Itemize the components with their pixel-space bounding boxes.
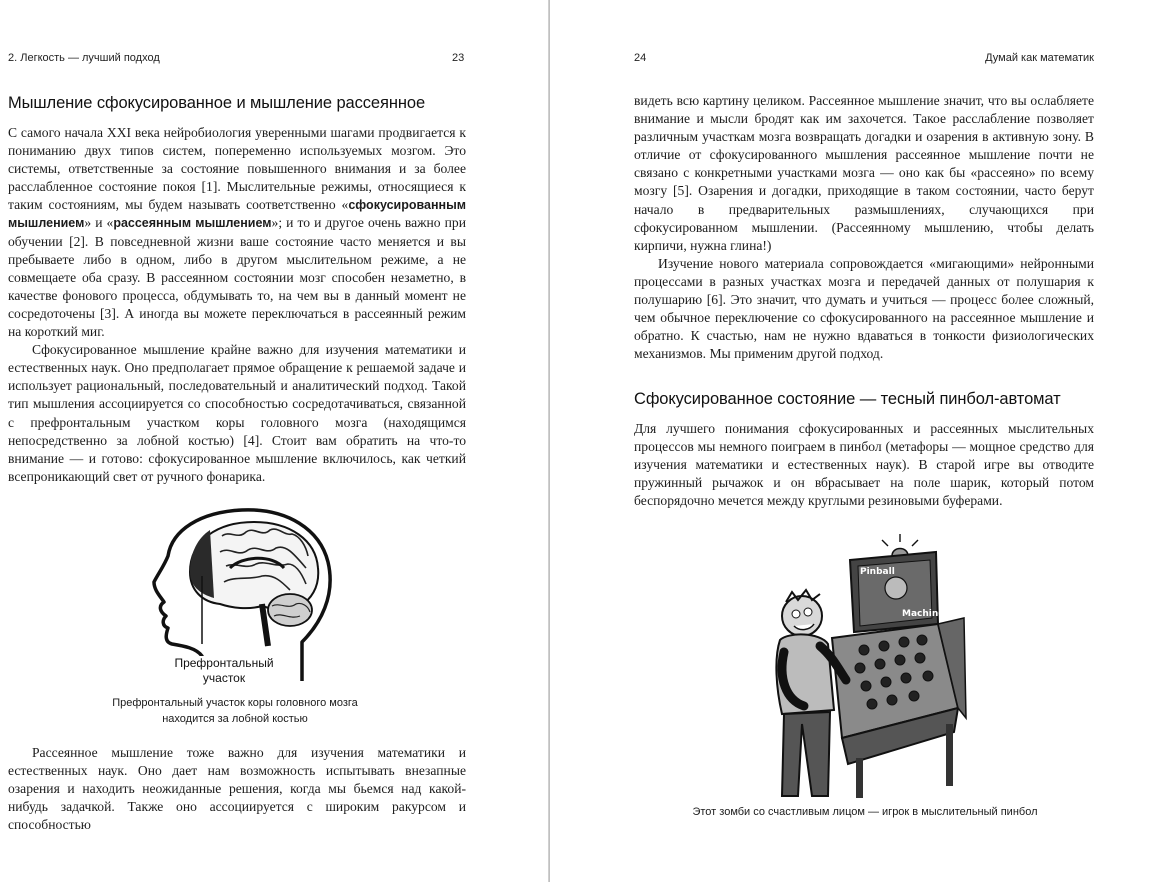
body-text-left-bottom: [8, 744, 466, 834]
right-page: [550, 0, 1166, 882]
left-page: [0, 0, 548, 882]
running-head-book-title: Думай как математик: [985, 52, 1094, 64]
body-text-right-middle: [634, 420, 1094, 510]
section-title-pinball: Сфокусированное состояние — тесный пинбол-автомат: [634, 390, 1061, 408]
paragraph-flashing-processes: Изучение нового материала сопровождается «мигающими» нейронными процессами в разных участках мозга и передачей данных от полушария к полушарию [6]. Это значит, что думать и учиться — процесс более сложный, чем обычное переключение со сфокусированного на рассеянное мышление и обратно. К счастью, нам не нужно вдаваться в тонкости физиологических механизмов. Мы применим другой подход.: [634, 255, 1094, 362]
body-text-right-top: [634, 92, 1094, 363]
page-number-left: 23: [452, 52, 465, 64]
paragraph-diffuse: Рассеянное мышление тоже важно для изучения математики и естественных наук. Оно дает нам возможность испытывать внезапные озарения и находить неожиданные решения, когда мы бьемся над какой-нибудь задачкой. Также оно ассоциируется с широким ракурсом и способностью: [8, 745, 466, 833]
paragraph-focused: Сфокусированное мышление крайне важно для изучения математики и естественных наук. Оно предполагает прямое обращение к решаемой задаче и использует рациональный, последовательный и аналитический подход. Такой тип мышления ассоциируется со способностью сосредотачиваться, связанной с префронтальным участком коры головного мозга (находящимся непосредственно за лобной костью) [4]. Стоит вам обратить на что-то внимание — и готово: сфокусированное мышление включилось, как четкий всепроникающий свет от ручного фонарика.: [8, 342, 466, 484]
section-title-focused-diffuse: Мышление сфокусированное и мышление рассеянное: [8, 94, 426, 112]
pinball-zombie-illustration: [768, 528, 968, 800]
term-diffuse-thinking: рассеянным мышлением: [113, 216, 272, 231]
paragraph-continued: видеть всю картину целиком. Рассеянное мышление значит, что вы ослабляете внимание и мысли бродят как им захочется. Такое расслабление позволяет различным участкам мозга возвращать догадки и озарения в активную зону. В отличие от сфокусированного мышления рассеянное мышление почти не связано с конкретными участками мозга — оно как бы «рассеяно» по всему мозгу [5]. Озарения и догадки, приходящие в таком состоянии, часто берут начало в предварительных размышлениях, случающихся при сфокусированном мышлении. (Рассеянному мышлению, чтобы делать кирпичи, нужна глина!): [634, 93, 1094, 253]
pinball-sign-top: Pinball: [860, 567, 895, 577]
brain-figure-caption: Префронтальный участок коры головного мозга находится за лобной костью: [112, 697, 358, 725]
body-text-left-top: [8, 124, 466, 486]
pinball-figure-caption: Этот зомби со счастливым лицом — игрок в мыслительный пинбол: [692, 806, 1038, 818]
page-number-right: 24: [634, 52, 647, 64]
running-head-chapter: 2. Легкость — лучший подход: [8, 52, 160, 64]
paragraph-pinball-metaphor: Для лучшего понимания сфокусированных и рассеянных мыслительных процессов мы немного поиграем в пинбол (метафоры — мощное средство для изучения математики и естественных наук). В старой игре вы отводите пружинный рычажок и он вбрасывает на поле шарик, который потом беспорядочно мечется между круглыми резиновыми буферами.: [634, 421, 1094, 509]
paragraph-intro: С самого начала XXI века нейробиология уверенными шагами продвигается к пониманию двух типов систем, попеременно используемых мозгом. Это системы, ответственные за состояние повышенного внимания и за более расслабленное состояние покоя [1]. Мыслительные режимы, относящиеся к таким состояниям, мы будем называть соответственно «сфокусированным мышлением» и «рассеянным мышлением»; и то и другое очень важно при обучении [2]. В повседневной жизни ваше состояние часто меняется и вы пребываете либо в одном, либо в другом мыслительном режиме, а не совмещаете оба сразу. В рассеянном состоянии мозг способен незаметно, в качестве фонового процесса, обдумывать то, на чем вы в данный момент не сосредоточены [3]. А иногда вы можете переключаться в рассеянный режим на короткий миг.: [8, 125, 466, 340]
term-focused-thinking: сфокусированным мышлением: [8, 198, 466, 231]
prefrontal-label: Префронтальный участок: [170, 656, 278, 686]
pinball-sign-bottom: Machine: [902, 609, 945, 619]
